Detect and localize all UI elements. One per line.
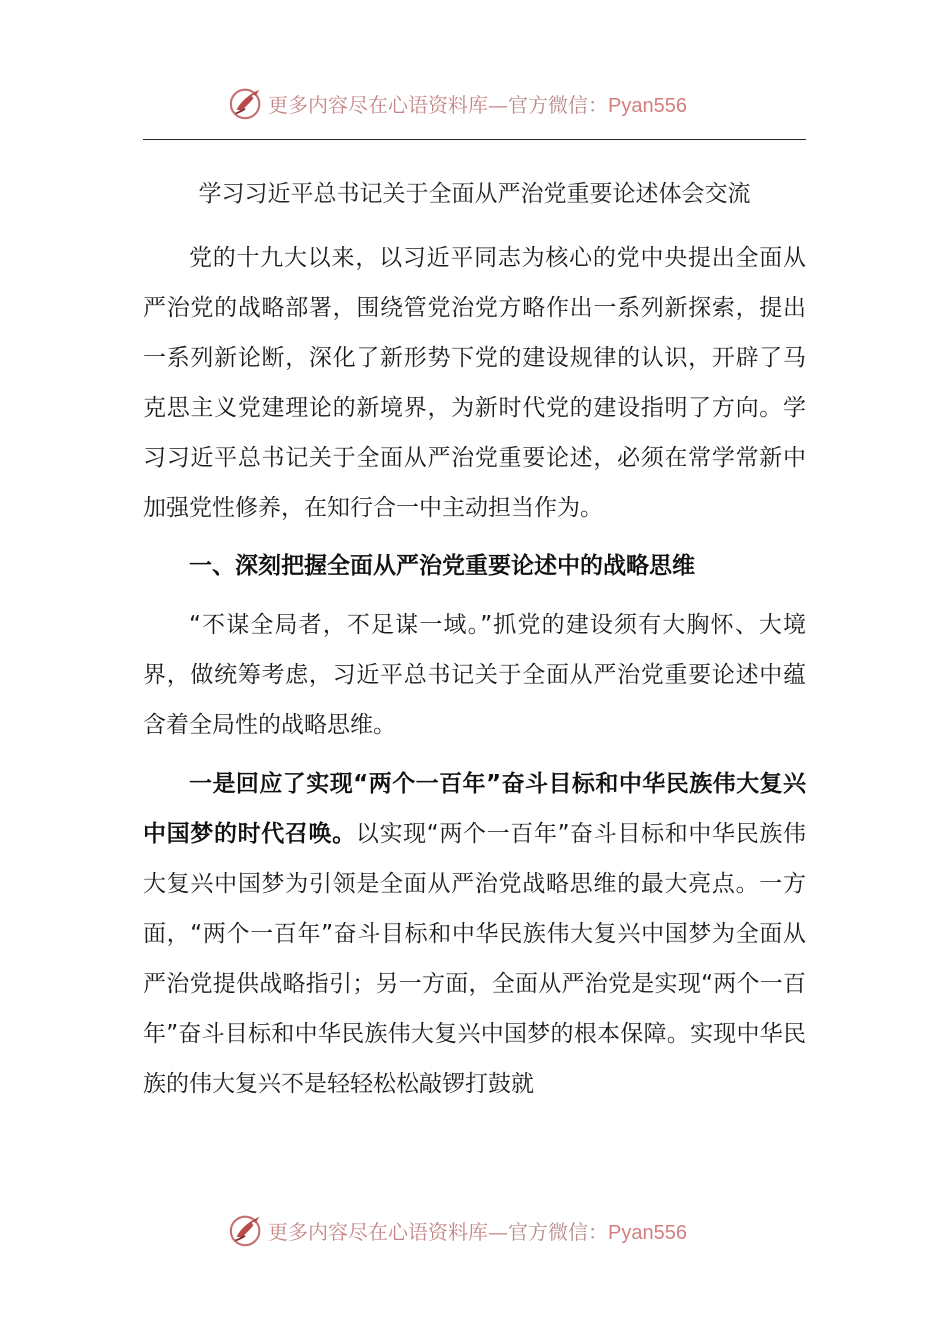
header-divider (143, 139, 806, 140)
pen-logo-icon (228, 84, 266, 122)
banner-site-text: 更多内容尽在心语资料库 (268, 1219, 488, 1244)
point-one-body: 以实现“两个一百年”奋斗目标和中华民族伟大复兴中国梦为引领是全面从严治党战略思维的最大亮点。一方面，“两个一百年”奋斗目标和中华民族伟大复兴中国梦为全面从严治党提供战略指引；另一方面，全面从严治党是实现“两个一百年”奋斗目标和中华民族伟大复兴中国梦的根本保障。实现中华民族的伟大复兴不是轻轻松松敲锣打鼓就 (143, 821, 806, 1097)
banner-wechat-id: Pyan556 (608, 94, 687, 117)
paragraph-strategy: “不谋全局者，不足谋一域。”抓党的建设须有大胸怀、大境界，做统筹考虑，习近平总书记关于全面从严治党重要论述中蕴含着全局性的战略思维。 (143, 612, 806, 738)
section-heading-1: 一、深刻把握全面从严治党重要论述中的战略思维 (189, 553, 695, 579)
banner-wechat-label: 官方微信： (508, 1219, 608, 1244)
document-title: 学习习近平总书记关于全面从严治党重要论述体会交流 (198, 181, 751, 207)
banner-dash: — (488, 92, 508, 117)
footer-banner (0, 1210, 950, 1250)
banner-wechat-label: 官方微信： (508, 92, 608, 117)
banner-wechat-id: Pyan556 (608, 1221, 687, 1244)
paragraph-point-one (143, 759, 806, 1109)
point-one-lead: 一是回应了实现“两个一百年”奋斗目标和中华民族伟大复兴中国梦的时代召唤。 (143, 771, 806, 847)
paragraph-intro: 党的十九大以来，以习近平同志为核心的党中央提出全面从严治党的战略部署，围绕管党治党方略作出一系列新探索，提出一系列新论断，深化了新形势下党的建设规律的认识，开辟了马克思主义党建理论的新境界，为新时代党的建设指明了方向。学习习近平总书记关于全面从严治党重要论述，必须在常学常新中加强党性修养，在知行合一中主动担当作为。 (143, 245, 806, 521)
banner-text (268, 1216, 687, 1245)
banner-site-text: 更多内容尽在心语资料库 (268, 92, 488, 117)
banner-text (268, 89, 687, 118)
header-banner (0, 83, 950, 123)
pen-logo-icon (228, 1211, 266, 1249)
banner-dash: — (488, 1219, 508, 1244)
